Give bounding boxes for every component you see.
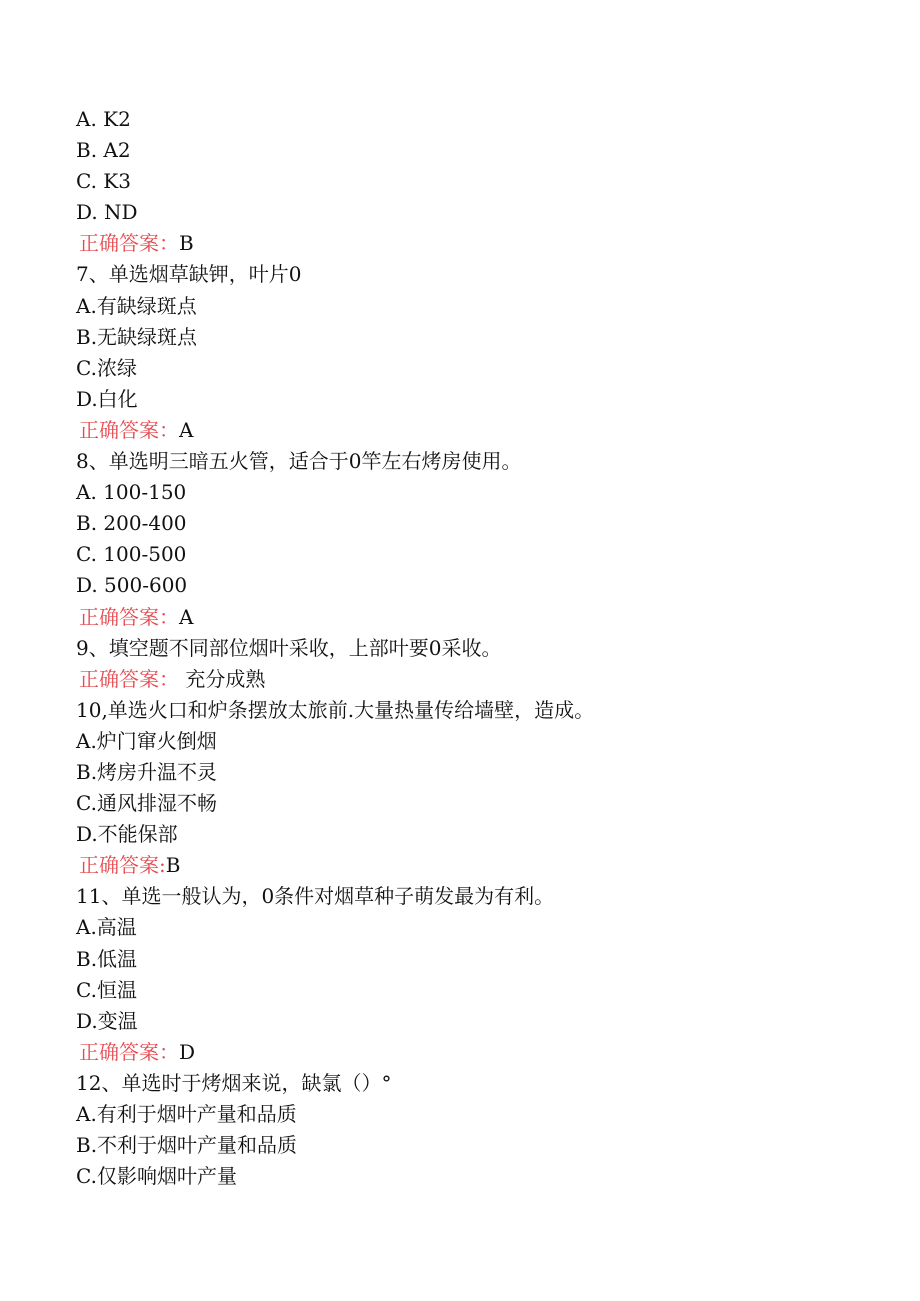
answer-label: 正确答案: xyxy=(79,853,166,878)
option-text: D.白化 xyxy=(76,386,138,411)
option-text: D. ND xyxy=(76,200,138,225)
option-text: C.恒温 xyxy=(76,977,137,1002)
option-text: C.浓绿 xyxy=(76,355,137,380)
option-text: B. A2 xyxy=(76,138,131,163)
answer-value: 充分成熟 xyxy=(179,666,266,691)
option-text: B.烤房升温不灵 xyxy=(76,759,218,784)
option-text: B.不利于烟叶产量和品质 xyxy=(76,1133,298,1158)
option-text: A.有利于烟叶产量和品质 xyxy=(76,1102,297,1126)
option-text: B.低温 xyxy=(76,946,138,971)
answer-line xyxy=(76,602,876,633)
answer-value: B xyxy=(165,853,181,878)
answer-label: 正确答案： xyxy=(79,417,179,442)
answer-label: 正确答案： xyxy=(79,604,179,629)
answer-value: A xyxy=(179,604,194,629)
option-text: A. 100-150 xyxy=(76,480,187,505)
answer-value: B xyxy=(179,231,194,256)
question-text: 9、填空题不同部位烟叶采收，上部叶要0采收。 xyxy=(76,635,502,660)
option-text: A.有缺绿斑点 xyxy=(76,293,197,318)
option-text: C.通风排湿不畅 xyxy=(76,791,217,816)
question-text: 7、单选烟草缺钾，叶片0 xyxy=(76,262,302,287)
answer-line xyxy=(76,664,876,695)
document-content xyxy=(76,104,876,1192)
option-text: D. 500-600 xyxy=(76,573,188,598)
question-text: 12、单选时于烤烟来说，缺氯（）° xyxy=(76,1070,392,1095)
answer-value: D xyxy=(179,1039,196,1064)
question-text: 8、单选明三暗五火管，适合于0竿左右烤房使用。 xyxy=(76,449,522,474)
option-text: A.高温 xyxy=(76,915,137,940)
option-text: B.无缺绿斑点 xyxy=(76,324,198,349)
answer-label: 正确答案： xyxy=(79,231,179,256)
option-text: A. K2 xyxy=(76,107,131,131)
answer-line xyxy=(76,415,876,446)
option-text: C.仅影响烟叶产量 xyxy=(76,1164,237,1189)
option-text: C. 100-500 xyxy=(76,542,187,567)
option-text: D.变温 xyxy=(76,1008,138,1033)
answer-label: 正确答案： xyxy=(79,666,179,691)
answer-label: 正确答案： xyxy=(79,1039,179,1064)
option-text: C. K3 xyxy=(76,169,131,194)
question-text: 10,单选火口和炉条摆放太旅前.大量热量传给墙壁，造成。 xyxy=(76,697,595,722)
option-text: A.炉门窜火倒烟 xyxy=(76,728,217,753)
option-text: D.不能保部 xyxy=(76,822,178,847)
answer-line xyxy=(76,850,876,881)
question-text: 11、单选一般认为，0条件对烟草种子萌发最为有利。 xyxy=(76,884,555,909)
answer-line xyxy=(76,1037,876,1068)
answer-line xyxy=(76,228,876,259)
answer-value: A xyxy=(179,417,194,442)
option-text: B. 200-400 xyxy=(76,511,187,536)
